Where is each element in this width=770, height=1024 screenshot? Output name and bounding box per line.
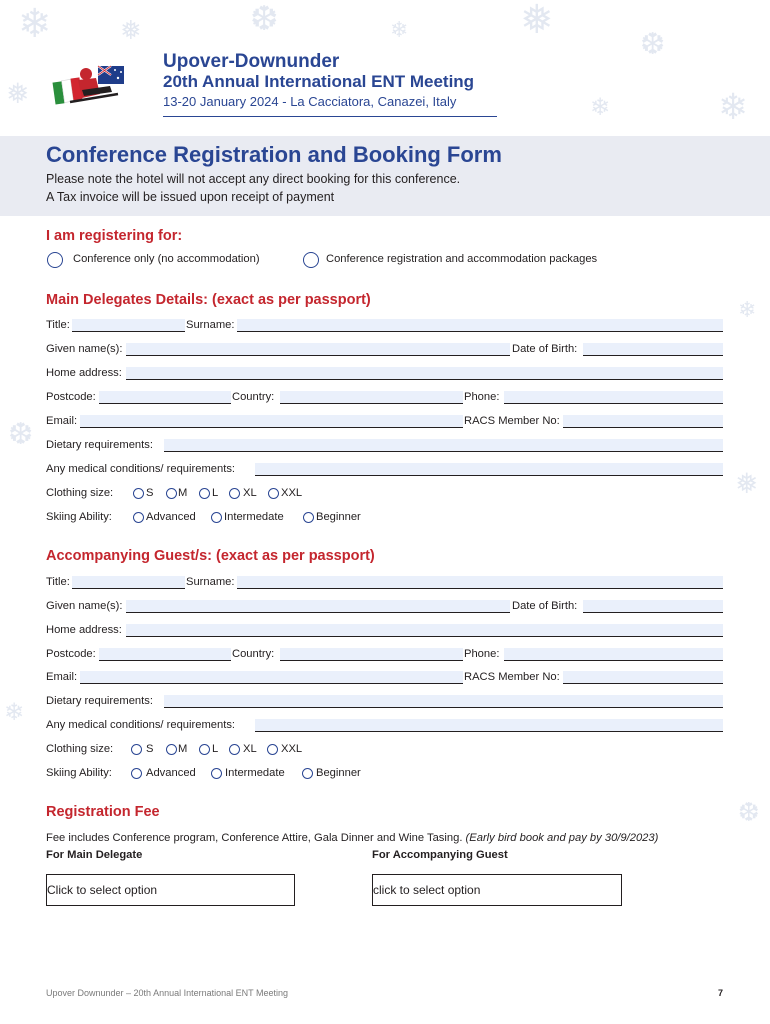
delegate-postcode-field[interactable] — [99, 391, 231, 404]
delegate-dietary-label: Dietary requirements: — [46, 439, 153, 451]
delegate-address-label: Home address: — [46, 367, 122, 379]
delegate-size-m-radio[interactable] — [166, 488, 177, 499]
form-title: Conference Registration and Booking Form — [46, 142, 502, 167]
guest-country-field[interactable] — [280, 648, 463, 661]
delegate-email-label: Email: — [46, 415, 78, 427]
guest-dietary-field[interactable] — [164, 695, 723, 708]
guest-size-m-radio[interactable] — [166, 744, 177, 755]
guest-medical-label: Any medical conditions/ requirements: — [46, 719, 236, 731]
guest-postcode-label: Postcode: — [46, 648, 96, 660]
snowflake-icon: ❄ — [738, 298, 757, 323]
guest-phone-field[interactable] — [504, 648, 723, 661]
delegate-ski-beginner-radio[interactable] — [303, 512, 314, 523]
page-number: 7 — [718, 988, 724, 998]
snowflake-icon: ❄ — [4, 698, 25, 726]
delegate-ski-advanced-radio[interactable] — [133, 512, 144, 523]
delegate-ski-beginner-label: Beginner — [316, 511, 361, 523]
guest-title-label: Title: — [46, 576, 70, 588]
delegate-heading: Main Delegates Details: (exact as per passport) — [46, 292, 371, 308]
registering-heading: I am registering for: — [46, 228, 183, 244]
guest-size-xxl-label: XXL — [281, 743, 303, 755]
delegate-ski-intermediate-label: Intermedate — [224, 511, 284, 523]
delegate-skiing-label: Skiing Ability: — [46, 511, 112, 523]
delegate-medical-label: Any medical conditions/ requirements: — [46, 463, 236, 475]
delegate-dob-label: Date of Birth: — [512, 343, 578, 355]
delegate-racs-field[interactable] — [563, 415, 723, 428]
snowflake-icon: ❅ — [6, 77, 30, 110]
fee-heading: Registration Fee — [46, 804, 160, 820]
guest-ski-advanced-label: Advanced — [146, 767, 196, 779]
main-delegate-fee-label: For Main Delegate — [46, 849, 143, 861]
snowflake-icon: ❆ — [250, 0, 279, 39]
guest-ski-beginner-label: Beginner — [316, 767, 361, 779]
guest-racs-field[interactable] — [563, 671, 723, 684]
delegate-dietary-field[interactable] — [164, 439, 723, 452]
snowflake-icon: ❄ — [590, 93, 611, 121]
delegate-phone-label: Phone: — [464, 391, 500, 403]
snowflake-icon: ❅ — [735, 467, 759, 500]
delegate-size-s-radio[interactable] — [133, 488, 144, 499]
guest-email-label: Email: — [46, 671, 78, 683]
delegate-size-s-label: S — [146, 487, 154, 499]
meeting-title: 20th Annual International ENT Meeting — [163, 72, 475, 91]
delegate-title-label: Title: — [46, 319, 70, 331]
guest-ski-advanced-radio[interactable] — [131, 768, 142, 779]
tax-invoice-note: A Tax invoice will be issued upon receipt of payment — [46, 190, 335, 204]
guest-size-xxl-radio[interactable] — [267, 744, 278, 755]
footer-text: Upover Downunder – 20th Annual International ENT Meeting — [46, 988, 288, 998]
guest-medical-field[interactable] — [255, 719, 723, 732]
guest-country-label: Country: — [232, 648, 275, 660]
guest-skiing-label: Skiing Ability: — [46, 767, 112, 779]
guest-dietary-label: Dietary requirements: — [46, 695, 153, 707]
conference-accommodation-radio[interactable] — [303, 252, 319, 268]
guest-phone-label: Phone: — [464, 648, 500, 660]
delegate-ski-intermediate-radio[interactable] — [211, 512, 222, 523]
conference-accommodation-label: Conference registration and accommodation packages — [326, 253, 598, 265]
guest-heading: Accompanying Guest/s: (exact as per passport) — [46, 548, 375, 564]
snowflake-icon: ❅ — [520, 0, 554, 43]
meeting-dates-location: 13-20 January 2024 - La Cacciatora, Canazei, Italy — [163, 94, 457, 109]
delegate-racs-label: RACS Member No: — [464, 415, 560, 427]
guest-size-l-label: L — [212, 743, 219, 755]
delegate-address-field[interactable] — [126, 367, 723, 380]
delegate-country-label: Country: — [232, 391, 275, 403]
delegate-medical-field[interactable] — [255, 463, 723, 476]
guest-ski-intermediate-radio[interactable] — [211, 768, 222, 779]
hotel-booking-note: Please note the hotel will not accept any direct booking for this conference. — [46, 172, 461, 186]
guest-ski-beginner-radio[interactable] — [302, 768, 313, 779]
guest-address-label: Home address: — [46, 624, 122, 636]
guest-address-field[interactable] — [126, 624, 723, 637]
guest-email-field[interactable] — [80, 671, 463, 684]
conference-only-label: Conference only (no accommodation) — [73, 253, 260, 265]
guest-given-field[interactable] — [126, 600, 510, 613]
delegate-size-m-label: M — [178, 487, 188, 499]
delegate-size-l-radio[interactable] — [199, 488, 210, 499]
header — [0, 0, 770, 135]
conference-only-radio[interactable] — [47, 252, 63, 268]
guest-size-s-radio[interactable] — [131, 744, 142, 755]
guest-title-field[interactable] — [72, 576, 185, 589]
delegate-given-label: Given name(s): — [46, 343, 123, 355]
delegate-size-xxl-radio[interactable] — [268, 488, 279, 499]
fee-includes-text: Fee includes Conference program, Conference Attire, Gala Dinner and Wine Tasing. — [46, 832, 463, 844]
guest-size-m-label: M — [178, 743, 188, 755]
guest-surname-label: Surname: — [186, 576, 235, 588]
delegate-size-xl-radio[interactable] — [229, 488, 240, 499]
guest-fee-select[interactable]: click to select option — [372, 874, 622, 906]
delegate-given-field[interactable] — [126, 343, 510, 356]
snowflake-icon: ❄ — [390, 18, 409, 43]
delegate-title-field[interactable] — [72, 319, 185, 332]
guest-size-s-label: S — [146, 743, 154, 755]
snowflake-icon: ❄ — [18, 1, 52, 47]
guest-racs-label: RACS Member No: — [464, 671, 560, 683]
header-divider — [163, 116, 497, 117]
guest-size-l-radio[interactable] — [199, 744, 210, 755]
delegate-surname-field[interactable] — [237, 319, 723, 332]
guest-ski-intermediate-label: Intermedate — [225, 767, 285, 779]
delegate-email-field[interactable] — [80, 415, 463, 428]
delegate-size-xl-label: XL — [243, 487, 257, 499]
delegate-dob-field[interactable] — [583, 343, 723, 356]
snowflake-icon: ❆ — [640, 27, 666, 62]
delegate-clothing-label: Clothing size: — [46, 487, 114, 499]
delegate-postcode-label: Postcode: — [46, 391, 96, 403]
delegate-phone-field[interactable] — [504, 391, 723, 404]
guest-dob-label: Date of Birth: — [512, 600, 578, 612]
guest-size-xl-radio[interactable] — [229, 744, 240, 755]
skier-logo-icon — [52, 60, 128, 110]
snowflake-icon: ❄ — [718, 87, 749, 128]
delegate-ski-advanced-label: Advanced — [146, 511, 196, 523]
delegate-country-field[interactable] — [280, 391, 463, 404]
guest-surname-field[interactable] — [237, 576, 723, 589]
guest-postcode-field[interactable] — [99, 648, 231, 661]
guest-fee-label: For Accompanying Guest — [372, 849, 508, 861]
early-bird-note: (Early bird book and pay by 30/9/2023) — [465, 832, 659, 844]
delegate-size-l-label: L — [212, 487, 219, 499]
main-delegate-fee-select[interactable]: Click to select option — [46, 874, 295, 906]
guest-size-xl-label: XL — [243, 743, 257, 755]
snowflake-icon: ❆ — [8, 417, 34, 452]
snowflake-icon: ❆ — [738, 798, 760, 828]
delegate-surname-label: Surname: — [186, 319, 235, 331]
guest-given-label: Given name(s): — [46, 600, 123, 612]
fee-description — [46, 832, 658, 845]
delegate-size-xxl-label: XXL — [281, 487, 303, 499]
guest-clothing-label: Clothing size: — [46, 743, 114, 755]
snowflake-icon: ❅ — [120, 16, 142, 46]
conference-name: Upover-Downunder — [163, 51, 340, 72]
guest-dob-field[interactable] — [583, 600, 723, 613]
